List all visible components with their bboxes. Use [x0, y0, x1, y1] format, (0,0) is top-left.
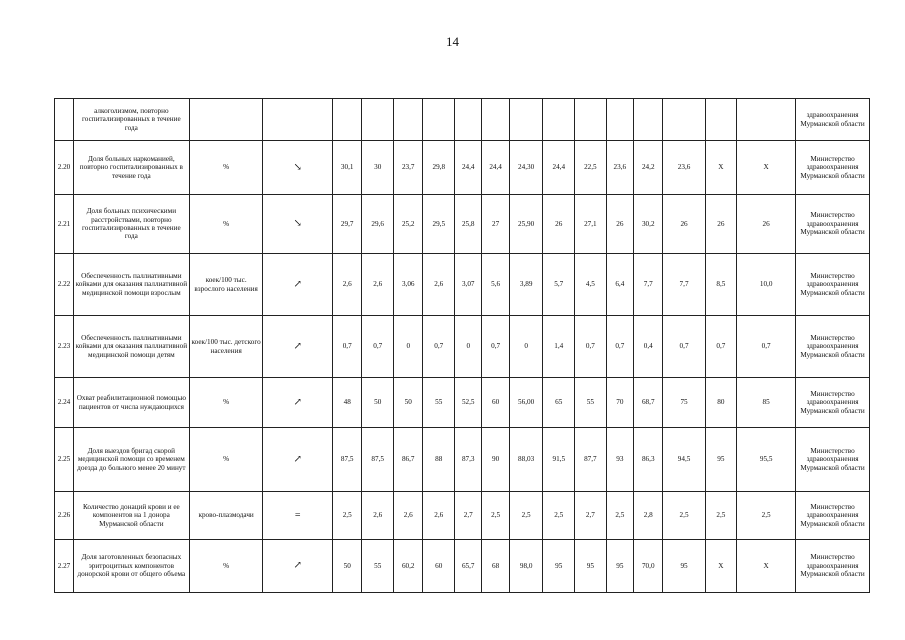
- value-cell: [634, 99, 663, 141]
- value-cell: 3,06: [394, 254, 423, 316]
- value-cell: 29,8: [423, 141, 455, 195]
- value-cell: 27,1: [575, 195, 607, 254]
- value-cell: 93: [606, 428, 633, 492]
- indicator-name-cell: Доля выездов бригад скорой медицинской помощи со временем доезда до больного менее 20 минут: [73, 428, 189, 492]
- value-cell: 2,5: [663, 492, 705, 540]
- value-cell: 98,0: [509, 540, 543, 593]
- value-cell: 0: [509, 316, 543, 378]
- value-cell: 2,5: [737, 492, 796, 540]
- value-cell: 87,5: [362, 428, 394, 492]
- value-cell: 7,7: [663, 254, 705, 316]
- trend-cell: =: [263, 492, 332, 540]
- value-cell: 0,7: [423, 316, 455, 378]
- value-cell: 0: [455, 316, 482, 378]
- value-cell: Х: [705, 540, 737, 593]
- value-cell: [705, 99, 737, 141]
- row-number-cell: 2.23: [55, 316, 74, 378]
- table-row: [55, 195, 870, 254]
- trend-cell: ↘: [263, 141, 332, 195]
- value-cell: 0,7: [575, 316, 607, 378]
- value-cell: 0,7: [606, 316, 633, 378]
- trend-cell: ↗: [263, 540, 332, 593]
- value-cell: 7,7: [634, 254, 663, 316]
- indicator-name-cell: Обеспеченность паллиативными койками для оказания паллиативной медицинской помощи взрослым: [73, 254, 189, 316]
- value-cell: 24,2: [634, 141, 663, 195]
- value-cell: 95: [606, 540, 633, 593]
- value-cell: 2,5: [543, 492, 575, 540]
- value-cell: 68,7: [634, 378, 663, 428]
- value-cell: 27: [482, 195, 509, 254]
- value-cell: 29,5: [423, 195, 455, 254]
- table-row: [55, 254, 870, 316]
- value-cell: 29,7: [332, 195, 361, 254]
- value-cell: 30: [362, 141, 394, 195]
- trend-cell: ↗: [263, 378, 332, 428]
- value-cell: 26: [663, 195, 705, 254]
- value-cell: 87,5: [332, 428, 361, 492]
- value-cell: 2,6: [394, 492, 423, 540]
- value-cell: [663, 99, 705, 141]
- value-cell: 75: [663, 378, 705, 428]
- value-cell: 24,30: [509, 141, 543, 195]
- unit-cell: %: [189, 540, 263, 593]
- value-cell: 55: [423, 378, 455, 428]
- row-number-cell: [55, 99, 74, 141]
- value-cell: [332, 99, 361, 141]
- table-row: [55, 428, 870, 492]
- value-cell: 26: [606, 195, 633, 254]
- row-number-cell: 2.25: [55, 428, 74, 492]
- unit-cell: крово-плазмодачи: [189, 492, 263, 540]
- value-cell: 22,5: [575, 141, 607, 195]
- value-cell: 5,6: [482, 254, 509, 316]
- value-cell: 70: [606, 378, 633, 428]
- trend-cell: ↗: [263, 316, 332, 378]
- row-number-cell: 2.26: [55, 492, 74, 540]
- value-cell: [423, 99, 455, 141]
- row-number-cell: 2.21: [55, 195, 74, 254]
- value-cell: 88,03: [509, 428, 543, 492]
- value-cell: 2,6: [332, 254, 361, 316]
- value-cell: 23,6: [606, 141, 633, 195]
- value-cell: 88: [423, 428, 455, 492]
- executor-cell: Министерство здравоохранения Мурманской области: [796, 540, 870, 593]
- value-cell: 29,6: [362, 195, 394, 254]
- value-cell: 80: [705, 378, 737, 428]
- unit-cell: коек/100 тыс. детского населения: [189, 316, 263, 378]
- value-cell: 2,6: [423, 492, 455, 540]
- table-row: [55, 99, 870, 141]
- value-cell: 0,7: [663, 316, 705, 378]
- indicator-name-cell: Охват реабилитационной помощью пациентов от числа нуждающихся: [73, 378, 189, 428]
- value-cell: 52,5: [455, 378, 482, 428]
- value-cell: 24,4: [482, 141, 509, 195]
- value-cell: [543, 99, 575, 141]
- value-cell: 2,5: [509, 492, 543, 540]
- value-cell: 2,7: [455, 492, 482, 540]
- value-cell: 60: [482, 378, 509, 428]
- trend-cell: ↗: [263, 428, 332, 492]
- value-cell: 95: [543, 540, 575, 593]
- value-cell: 25,8: [455, 195, 482, 254]
- executor-cell: здравоохранения Мурманской области: [796, 99, 870, 141]
- trend-cell: ↘: [263, 195, 332, 254]
- value-cell: 23,7: [394, 141, 423, 195]
- unit-cell: %: [189, 378, 263, 428]
- indicator-name-cell: Количество донаций крови и ее компонентов на 1 донора Мурманской области: [73, 492, 189, 540]
- value-cell: 56,00: [509, 378, 543, 428]
- executor-cell: Министерство здравоохранения Мурманской области: [796, 492, 870, 540]
- value-cell: 30,1: [332, 141, 361, 195]
- value-cell: [606, 99, 633, 141]
- executor-cell: Министерство здравоохранения Мурманской области: [796, 141, 870, 195]
- value-cell: 3,07: [455, 254, 482, 316]
- value-cell: 60,2: [394, 540, 423, 593]
- row-number-cell: 2.22: [55, 254, 74, 316]
- value-cell: [362, 99, 394, 141]
- value-cell: 23,6: [663, 141, 705, 195]
- value-cell: 94,5: [663, 428, 705, 492]
- value-cell: 95: [663, 540, 705, 593]
- value-cell: 0,7: [705, 316, 737, 378]
- value-cell: 95: [705, 428, 737, 492]
- value-cell: 24,4: [455, 141, 482, 195]
- value-cell: 95,5: [737, 428, 796, 492]
- value-cell: 2,6: [362, 254, 394, 316]
- executor-cell: Министерство здравоохранения Мурманской области: [796, 195, 870, 254]
- row-number-cell: 2.27: [55, 540, 74, 593]
- value-cell: 8,5: [705, 254, 737, 316]
- unit-cell: %: [189, 141, 263, 195]
- executor-cell: Министерство здравоохранения Мурманской области: [796, 428, 870, 492]
- value-cell: 24,4: [543, 141, 575, 195]
- indicator-name-cell: Обеспеченность паллиативными койками для оказания паллиативной медицинской помощи детям: [73, 316, 189, 378]
- value-cell: 1,4: [543, 316, 575, 378]
- value-cell: 0: [394, 316, 423, 378]
- value-cell: 4,5: [575, 254, 607, 316]
- value-cell: 90: [482, 428, 509, 492]
- value-cell: [737, 99, 796, 141]
- executor-cell: Министерство здравоохранения Мурманской области: [796, 254, 870, 316]
- table-row: [55, 141, 870, 195]
- value-cell: 60: [423, 540, 455, 593]
- value-cell: 0,7: [362, 316, 394, 378]
- value-cell: 50: [332, 540, 361, 593]
- row-number-cell: 2.24: [55, 378, 74, 428]
- value-cell: 48: [332, 378, 361, 428]
- value-cell: Х: [705, 141, 737, 195]
- value-cell: 2,5: [705, 492, 737, 540]
- row-number-cell: 2.20: [55, 141, 74, 195]
- trend-cell: ↗: [263, 254, 332, 316]
- value-cell: 70,0: [634, 540, 663, 593]
- value-cell: 2,6: [362, 492, 394, 540]
- table-row: [55, 316, 870, 378]
- value-cell: 95: [575, 540, 607, 593]
- value-cell: 65: [543, 378, 575, 428]
- unit-cell: коек/100 тыс. взрослого населения: [189, 254, 263, 316]
- value-cell: [509, 99, 543, 141]
- value-cell: 65,7: [455, 540, 482, 593]
- page-number: 14: [446, 34, 459, 49]
- executor-cell: Министерство здравоохранения Мурманской области: [796, 316, 870, 378]
- value-cell: 6,4: [606, 254, 633, 316]
- value-cell: 2,7: [575, 492, 607, 540]
- value-cell: 0,7: [737, 316, 796, 378]
- value-cell: [482, 99, 509, 141]
- value-cell: 3,89: [509, 254, 543, 316]
- value-cell: [575, 99, 607, 141]
- value-cell: 0,7: [482, 316, 509, 378]
- indicator-name-cell: Доля больных психическими расстройствами, повторно госпитализированных в течение года: [73, 195, 189, 254]
- value-cell: 25,90: [509, 195, 543, 254]
- value-cell: 5,7: [543, 254, 575, 316]
- trend-cell: [263, 99, 332, 141]
- value-cell: 55: [575, 378, 607, 428]
- value-cell: 55: [362, 540, 394, 593]
- value-cell: Х: [737, 141, 796, 195]
- value-cell: 10,0: [737, 254, 796, 316]
- value-cell: 2,5: [606, 492, 633, 540]
- value-cell: [394, 99, 423, 141]
- unit-cell: %: [189, 428, 263, 492]
- value-cell: 85: [737, 378, 796, 428]
- indicator-name-cell: Доля заготовленных безопасных эритроцитных компонентов донорской крови от общего объема: [73, 540, 189, 593]
- value-cell: 86,3: [634, 428, 663, 492]
- value-cell: 26: [737, 195, 796, 254]
- indicator-name-cell: алкоголизмом, повторно госпитализированных в течение года: [73, 99, 189, 141]
- value-cell: 0,4: [634, 316, 663, 378]
- table-row: [55, 492, 870, 540]
- table-row: [55, 540, 870, 593]
- table-row: [55, 378, 870, 428]
- value-cell: 2,5: [482, 492, 509, 540]
- value-cell: 25,2: [394, 195, 423, 254]
- table-body: [55, 99, 870, 593]
- value-cell: 87,3: [455, 428, 482, 492]
- value-cell: 91,5: [543, 428, 575, 492]
- value-cell: 68: [482, 540, 509, 593]
- value-cell: 50: [362, 378, 394, 428]
- value-cell: 87,7: [575, 428, 607, 492]
- value-cell: [455, 99, 482, 141]
- value-cell: Х: [737, 540, 796, 593]
- value-cell: 86,7: [394, 428, 423, 492]
- value-cell: 2,5: [332, 492, 361, 540]
- value-cell: 26: [705, 195, 737, 254]
- value-cell: 2,6: [423, 254, 455, 316]
- indicators-table: [54, 98, 870, 593]
- value-cell: 26: [543, 195, 575, 254]
- value-cell: 2,8: [634, 492, 663, 540]
- indicator-name-cell: Доля больных наркоманией, повторно госпитализированных в течение года: [73, 141, 189, 195]
- executor-cell: Министерство здравоохранения Мурманской области: [796, 378, 870, 428]
- value-cell: 50: [394, 378, 423, 428]
- unit-cell: %: [189, 195, 263, 254]
- value-cell: 0,7: [332, 316, 361, 378]
- unit-cell: [189, 99, 263, 141]
- value-cell: 30,2: [634, 195, 663, 254]
